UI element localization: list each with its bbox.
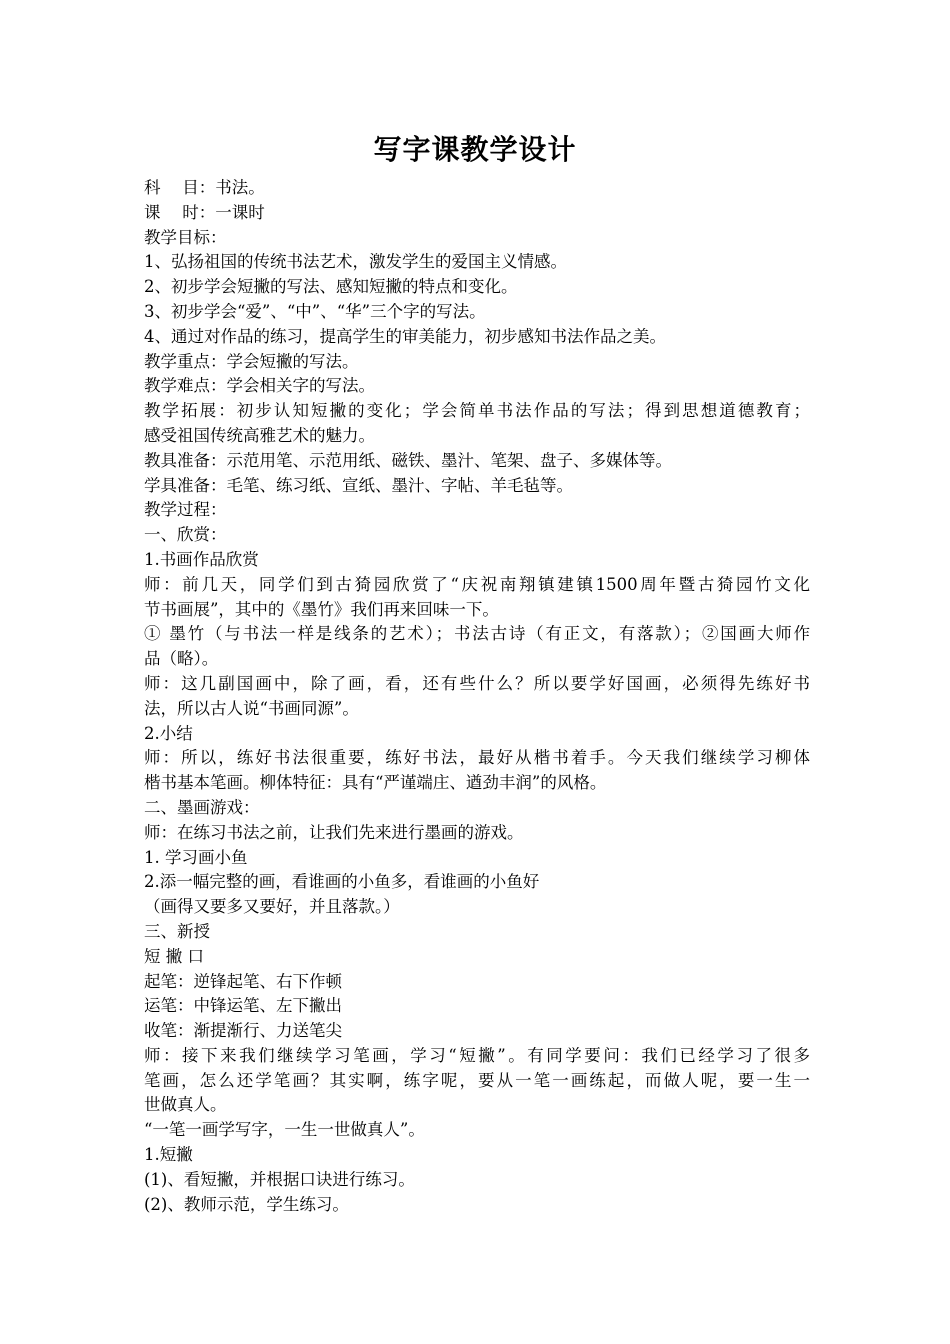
text-line: 4、通过对作品的练习，提高学生的审美能力，初步感知书法作品之美。 xyxy=(144,326,666,346)
text-line: 法，所以古人说“书画同源”。 xyxy=(144,698,359,718)
document-title: 写字课教学设计 xyxy=(373,133,577,166)
text-line: 1、弘扬祖国的传统书法艺术，激发学生的爱国主义情感。 xyxy=(144,252,567,272)
text-line: 师：接下来我们继续学习笔画，学习“短撇”。有同学要问：我们已经学习了很多 xyxy=(144,1045,810,1065)
text-line: ① 墨竹（与书法一样是线条的艺术）；书法古诗（有正文，有落款）；②国画大师作 xyxy=(144,624,810,644)
text-line: (2)、教师示范，学生练习。 xyxy=(144,1194,349,1214)
text-line: 一、欣赏： xyxy=(144,525,227,545)
text-line: 2、初步学会短撇的写法、感知短撇的特点和变化。 xyxy=(144,277,518,297)
text-line: 学具准备：毛笔、练习纸、宣纸、墨汁、字帖、羊毛毡等。 xyxy=(144,475,573,495)
text-line: 1. 学习画小鱼 xyxy=(144,847,248,867)
text-line: 教学难点：学会相关字的写法。 xyxy=(144,376,375,396)
text-line: 笔画，怎么还学笔画？其实啊，练字呢，要从一笔一画练起，而做人呢，要一生一 xyxy=(144,1070,810,1090)
text-line: 3、初步学会“爱”、“中”、“华”三个字的写法。 xyxy=(144,301,486,321)
text-line: 品（略）。 xyxy=(144,649,219,669)
text-line: 2.小结 xyxy=(144,723,193,743)
text-line: 教学重点：学会短撇的写法。 xyxy=(144,351,359,371)
text-line: 教具准备：示范用笔、示范用纸、磁铁、墨汁、笔架、盘子、多媒体等。 xyxy=(144,450,672,470)
text-line: (1)、看短撇，并根据口诀进行练习。 xyxy=(144,1169,415,1189)
text-line: 1.短撇 xyxy=(144,1145,193,1165)
text-line: 教学拓展：初步认知短撇的变化；学会简单书法作品的写法；得到思想道德教育； xyxy=(144,401,810,421)
text-line: 科 目：书法。 xyxy=(144,178,265,197)
text-line: 世做真人。 xyxy=(144,1095,227,1115)
text-line: 感受祖国传统高雅艺术的魅力。 xyxy=(144,425,375,445)
text-line: 短 撇 口 xyxy=(144,946,204,966)
text-line: 教学过程： xyxy=(144,500,227,520)
text-line: 节书画展”，其中的《墨竹》我们再来回味一下。 xyxy=(144,599,499,619)
text-line: （画得又要多又要好，并且落款。） xyxy=(144,897,400,917)
text-line: 运笔：中锋运笔、左下撇出 xyxy=(144,996,342,1016)
text-line: 师：在练习书法之前，让我们先来进行墨画的游戏。 xyxy=(144,822,524,842)
document-body xyxy=(144,176,810,1217)
text-line: 起笔：逆锋起笔、右下作顿 xyxy=(144,971,342,991)
text-line: 三、新授 xyxy=(144,921,210,941)
text-line: 课 时：一课时 xyxy=(144,202,265,222)
text-line: 师：这几副国画中，除了画，看，还有些什么？所以要学好国画，必须得先练好书 xyxy=(144,673,810,693)
text-line: 楷书基本笔画。柳体特征：具有“严谨端庄、遒劲丰润”的风格。 xyxy=(144,773,607,793)
text-line: 二、墨画游戏： xyxy=(144,797,260,817)
text-line: 2.添一幅完整的画，看谁画的小鱼多，看谁画的小鱼好 xyxy=(144,872,540,892)
text-line: 师：前几天，同学们到古猗园欣赏了“庆祝南翔镇建镇1500周年暨古猗园竹文化 xyxy=(144,574,810,594)
text-line: 师：所以，练好书法很重要，练好书法，最好从楷书着手。今天我们继续学习柳体 xyxy=(144,748,810,768)
text-line: 收笔：渐提渐行、力送笔尖 xyxy=(144,1021,342,1041)
text-line: “一笔一画学写字，一生一世做真人”。 xyxy=(144,1120,425,1140)
text-line: 1.书画作品欣赏 xyxy=(144,549,259,569)
text-line: 教学目标： xyxy=(144,227,227,247)
